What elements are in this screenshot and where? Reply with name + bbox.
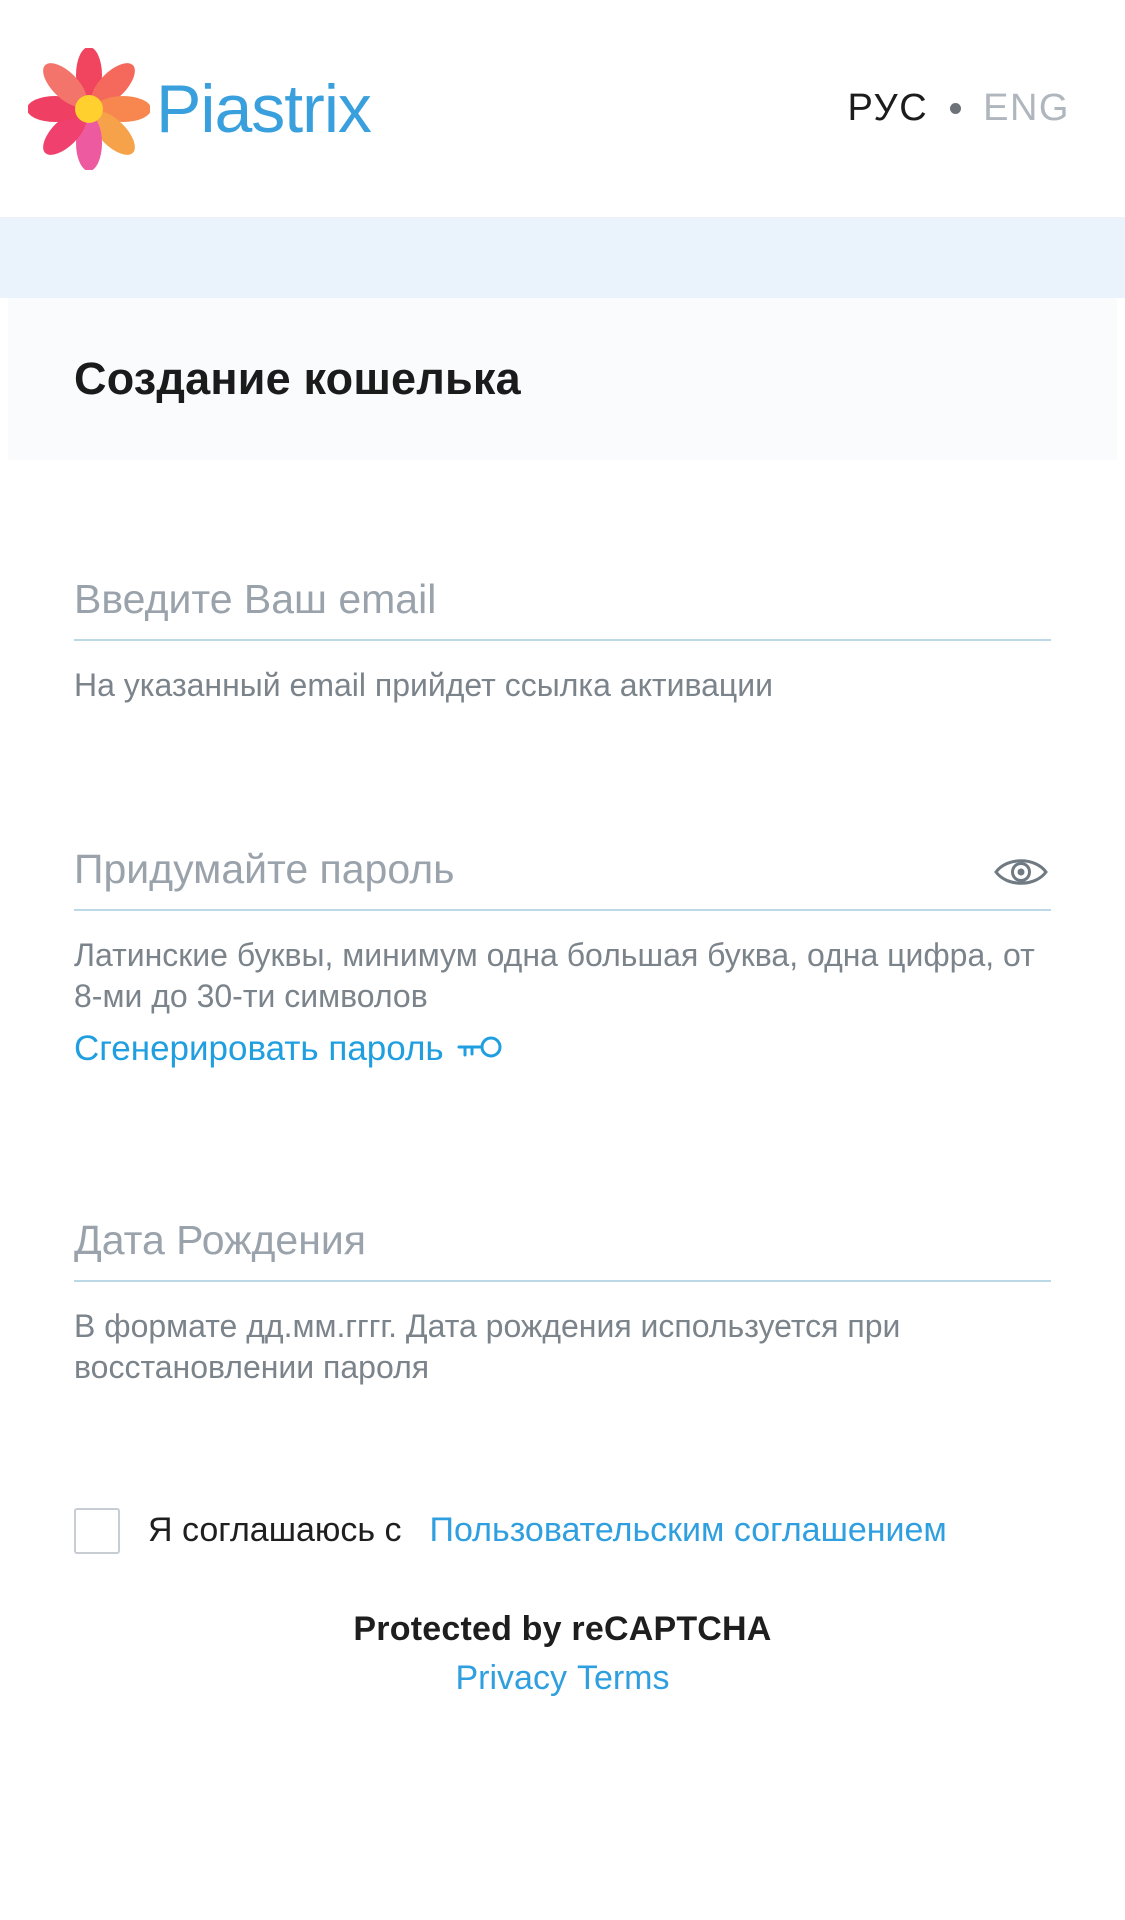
top-strip <box>0 218 1125 298</box>
key-icon <box>456 1032 502 1066</box>
lang-option-en[interactable]: ENG <box>983 87 1070 129</box>
birthdate-hint: В формате дд.мм.гггг. Дата рождения используется при восстановлении пароля <box>74 1307 901 1385</box>
recaptcha-privacy-link[interactable]: Privacy <box>455 1658 567 1697</box>
generate-password-label: Сгенерировать пароль <box>74 1028 444 1068</box>
email-input[interactable] <box>74 576 1051 639</box>
recaptcha-terms-link[interactable]: Terms <box>576 1658 670 1697</box>
agreement-row <box>0 1508 1125 1554</box>
birthdate-field-group <box>74 1217 1051 1388</box>
agreement-text: Я соглашаюсь с <box>148 1511 402 1550</box>
dot-separator-icon <box>950 103 961 114</box>
password-hint: Латинские буквы, минимум одна большая буква, одна цифра, от 8-ми до 30-ти символов <box>74 936 1035 1014</box>
lang-option-ru[interactable]: РУС <box>847 87 929 129</box>
birthdate-underline <box>74 1280 1051 1282</box>
registration-form <box>0 576 1125 1388</box>
eye-icon[interactable] <box>993 852 1049 898</box>
flower-logo-icon <box>28 48 150 170</box>
password-input[interactable] <box>74 846 1051 909</box>
recaptcha-notice <box>0 1610 1125 1698</box>
user-agreement-link[interactable]: Пользовательским соглашением <box>429 1511 947 1550</box>
page-title: Создание кошелька <box>74 353 521 404</box>
generate-password-link[interactable] <box>74 1029 502 1069</box>
language-switcher <box>848 87 1070 130</box>
page-header <box>0 0 1125 218</box>
recaptcha-title: Protected by reCAPTCHA <box>353 1609 772 1648</box>
email-field-group <box>74 576 1051 706</box>
brand-name: Piastrix <box>156 70 371 147</box>
card-header <box>8 298 1117 460</box>
agreement-checkbox[interactable] <box>74 1508 120 1554</box>
password-underline <box>74 909 1051 911</box>
email-hint: На указанный email прийдет ссылка активации <box>74 667 773 703</box>
brand-logo[interactable] <box>28 48 371 170</box>
recaptcha-links <box>0 1659 1125 1698</box>
email-underline <box>74 639 1051 641</box>
password-field-group <box>74 846 1051 1069</box>
birthdate-input[interactable] <box>74 1217 1051 1280</box>
